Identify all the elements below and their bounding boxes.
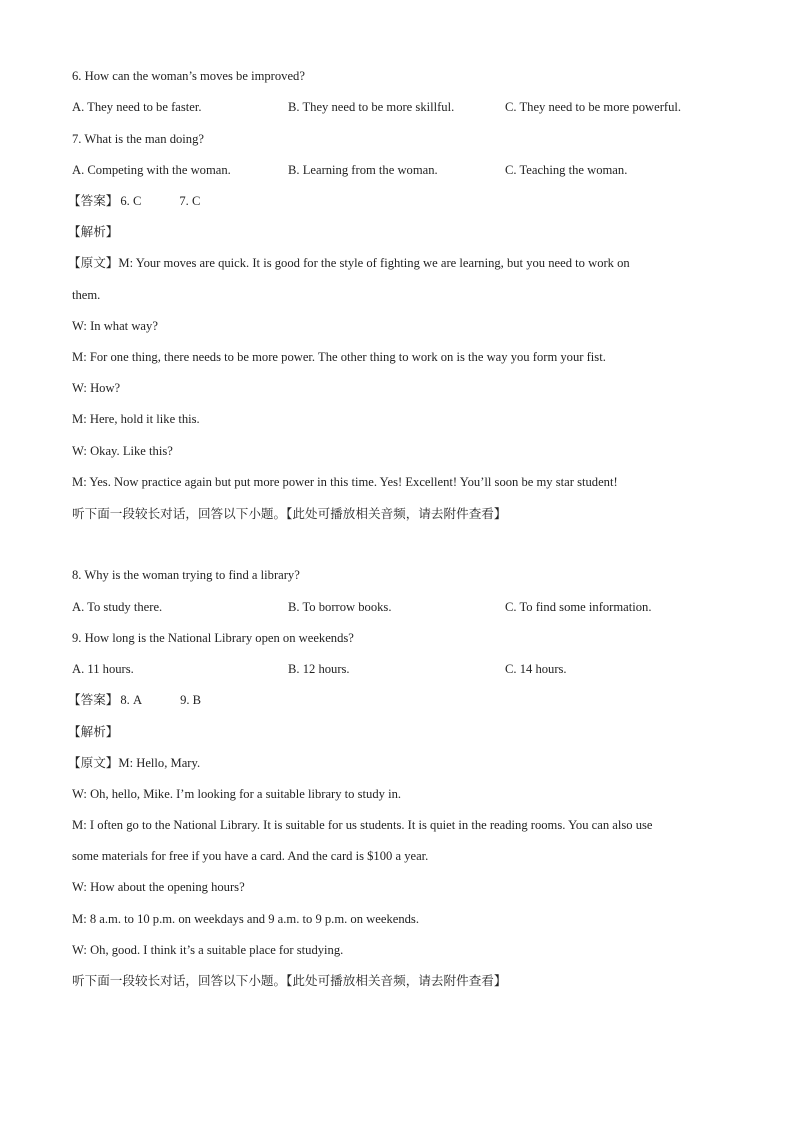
answer-6: 6. C bbox=[120, 194, 142, 208]
q6-option-a: A. They need to be faster. bbox=[72, 100, 202, 114]
transcript-line: W: How about the opening hours? bbox=[72, 880, 245, 894]
transcript-line: them. bbox=[72, 288, 101, 302]
transcript-line: M: I often go to the National Library. It is suitable for us students. It is quiet in the reading rooms. You can also use bbox=[72, 818, 653, 832]
q9-option-a: A. 11 hours. bbox=[72, 662, 134, 676]
transcript-text: M: Your moves are quick. It is good for the style of fighting we are learning, but you need to work on bbox=[118, 256, 630, 270]
answer-label: 【答案】 bbox=[68, 692, 119, 707]
q7-option-c: C. Teaching the woman. bbox=[505, 163, 628, 177]
q9-option-c: C. 14 hours. bbox=[505, 662, 567, 676]
q9-option-b: B. 12 hours. bbox=[288, 662, 350, 676]
transcript-line: M: 8 a.m. to 10 p.m. on weekdays and 9 a.m. to 9 p.m. on weekends. bbox=[72, 912, 419, 926]
q8-option-a: A. To study there. bbox=[72, 600, 163, 614]
transcript-label: 【原文】 bbox=[68, 255, 119, 270]
transcript-text: M: Hello, Mary. bbox=[118, 756, 201, 770]
q8-option-c: C. To find some information. bbox=[505, 600, 652, 614]
transcript-line: W: In what way? bbox=[72, 319, 158, 333]
listening-instruction: 听下面一段较长对话，回答以下小题。【此处可播放相关音频，请去附件查看】 bbox=[72, 506, 507, 521]
transcript-line: M: For one thing, there needs to be more power. The other thing to work on is the way you form your fist. bbox=[72, 350, 606, 364]
transcript-line: M: Yes. Now practice again but put more power in this time. Yes! Excellent! You’ll soon be my star student! bbox=[72, 475, 618, 489]
q7-option-a: A. Competing with the woman. bbox=[72, 163, 231, 177]
transcript-line bbox=[68, 755, 200, 771]
question-6: 6. How can the woman’s moves be improved? bbox=[72, 69, 305, 83]
analysis-label: 【解析】 bbox=[68, 724, 119, 739]
transcript-line: W: Oh, good. I think it’s a suitable place for studying. bbox=[72, 943, 344, 957]
q7-option-b: B. Learning from the woman. bbox=[288, 163, 438, 177]
answer-9: 9. B bbox=[180, 693, 202, 707]
answer-8: 8. A bbox=[120, 693, 143, 707]
q6-option-c: C. They need to be more powerful. bbox=[505, 100, 682, 114]
transcript-line: some materials for free if you have a card. And the card is $100 a year. bbox=[72, 849, 429, 863]
transcript-label: 【原文】 bbox=[68, 755, 119, 770]
q8-option-b: B. To borrow books. bbox=[288, 600, 392, 614]
listening-instruction: 听下面一段较长对话，回答以下小题。【此处可播放相关音频，请去附件查看】 bbox=[72, 973, 507, 988]
answer-label: 【答案】 bbox=[68, 193, 119, 208]
analysis-label: 【解析】 bbox=[68, 224, 119, 239]
question-8: 8. Why is the woman trying to find a library? bbox=[72, 568, 300, 582]
transcript-line: W: How? bbox=[72, 381, 121, 395]
transcript-line: W: Oh, hello, Mike. I’m looking for a suitable library to study in. bbox=[72, 787, 402, 801]
answer-7: 7. C bbox=[179, 194, 201, 208]
question-9: 9. How long is the National Library open on weekends? bbox=[72, 631, 354, 645]
transcript-line: M: Here, hold it like this. bbox=[72, 412, 200, 426]
transcript-line: W: Okay. Like this? bbox=[72, 444, 173, 458]
question-7: 7. What is the man doing? bbox=[72, 132, 204, 146]
q6-option-b: B. They need to be more skillful. bbox=[288, 100, 455, 114]
answer-line bbox=[68, 692, 201, 708]
answer-line bbox=[68, 193, 200, 209]
transcript-line bbox=[68, 255, 630, 271]
